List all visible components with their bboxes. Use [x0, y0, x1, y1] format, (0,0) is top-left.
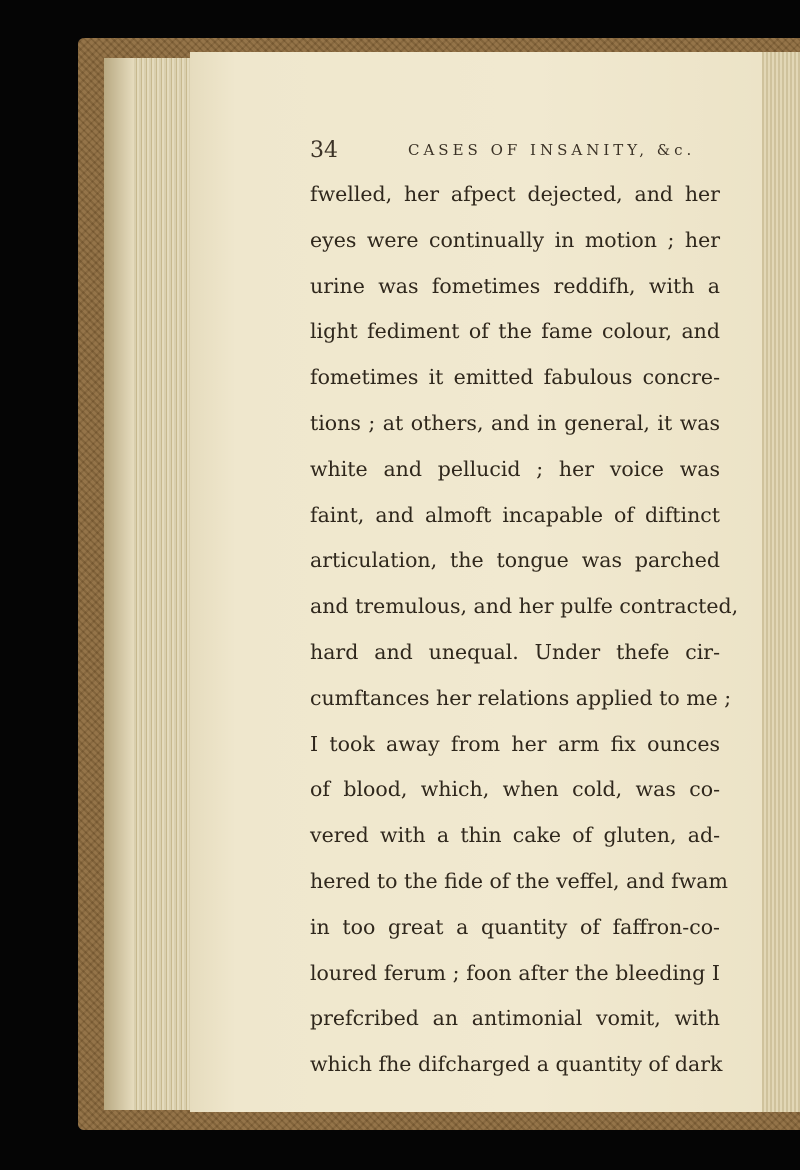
page-number: 34 [310, 138, 338, 163]
left-page-edge [104, 58, 134, 1110]
text-line: in too great a quantity of faffron-co- [310, 914, 720, 939]
text-line: fwelled, her afpect dejected, and her [310, 182, 720, 206]
text-line: prefcribed an antimonial vomit, with [310, 1006, 720, 1031]
right-page-stack [762, 52, 800, 1112]
text-line: eyes were continually in motion ; her [310, 227, 720, 252]
text-line: hard and unequal. Under thefe cir- [310, 639, 720, 664]
text-line: hered to the fide of the veffel, and fwam [310, 868, 728, 893]
body-text [310, 172, 739, 1088]
text-line: fometimes it emitted fabulous concre- [310, 365, 720, 390]
page-header [310, 140, 710, 166]
running-head: CASES OF INSANITY, &c. [408, 141, 696, 159]
text-line: cumftances her relations applied to me ; [310, 685, 732, 710]
text-line: and tremulous, and her pulfe contracted, [310, 594, 739, 619]
text-line: urine was fometimes reddifh, with a [310, 273, 720, 298]
text-line: of blood, which, when cold, was co- [310, 777, 720, 802]
text-line: articulation, the tongue was parched [310, 548, 720, 573]
text-line: which fhe difcharged a quantity of dark [310, 1052, 723, 1077]
text-line: faint, and almoft incapable of diftinct [310, 502, 720, 527]
text-line: light fediment of the fame colour, and [310, 319, 720, 344]
text-line: tions ; at others, and in general, it was [310, 410, 720, 435]
text-line: loured ferum ; foon after the bleeding I [310, 960, 720, 985]
text-line: vered with a thin cake of gluten, ad- [310, 823, 720, 848]
text-line: white and pellucid ; her voice was [310, 456, 720, 481]
text-line: I took away from her arm fix ounces [310, 731, 720, 756]
